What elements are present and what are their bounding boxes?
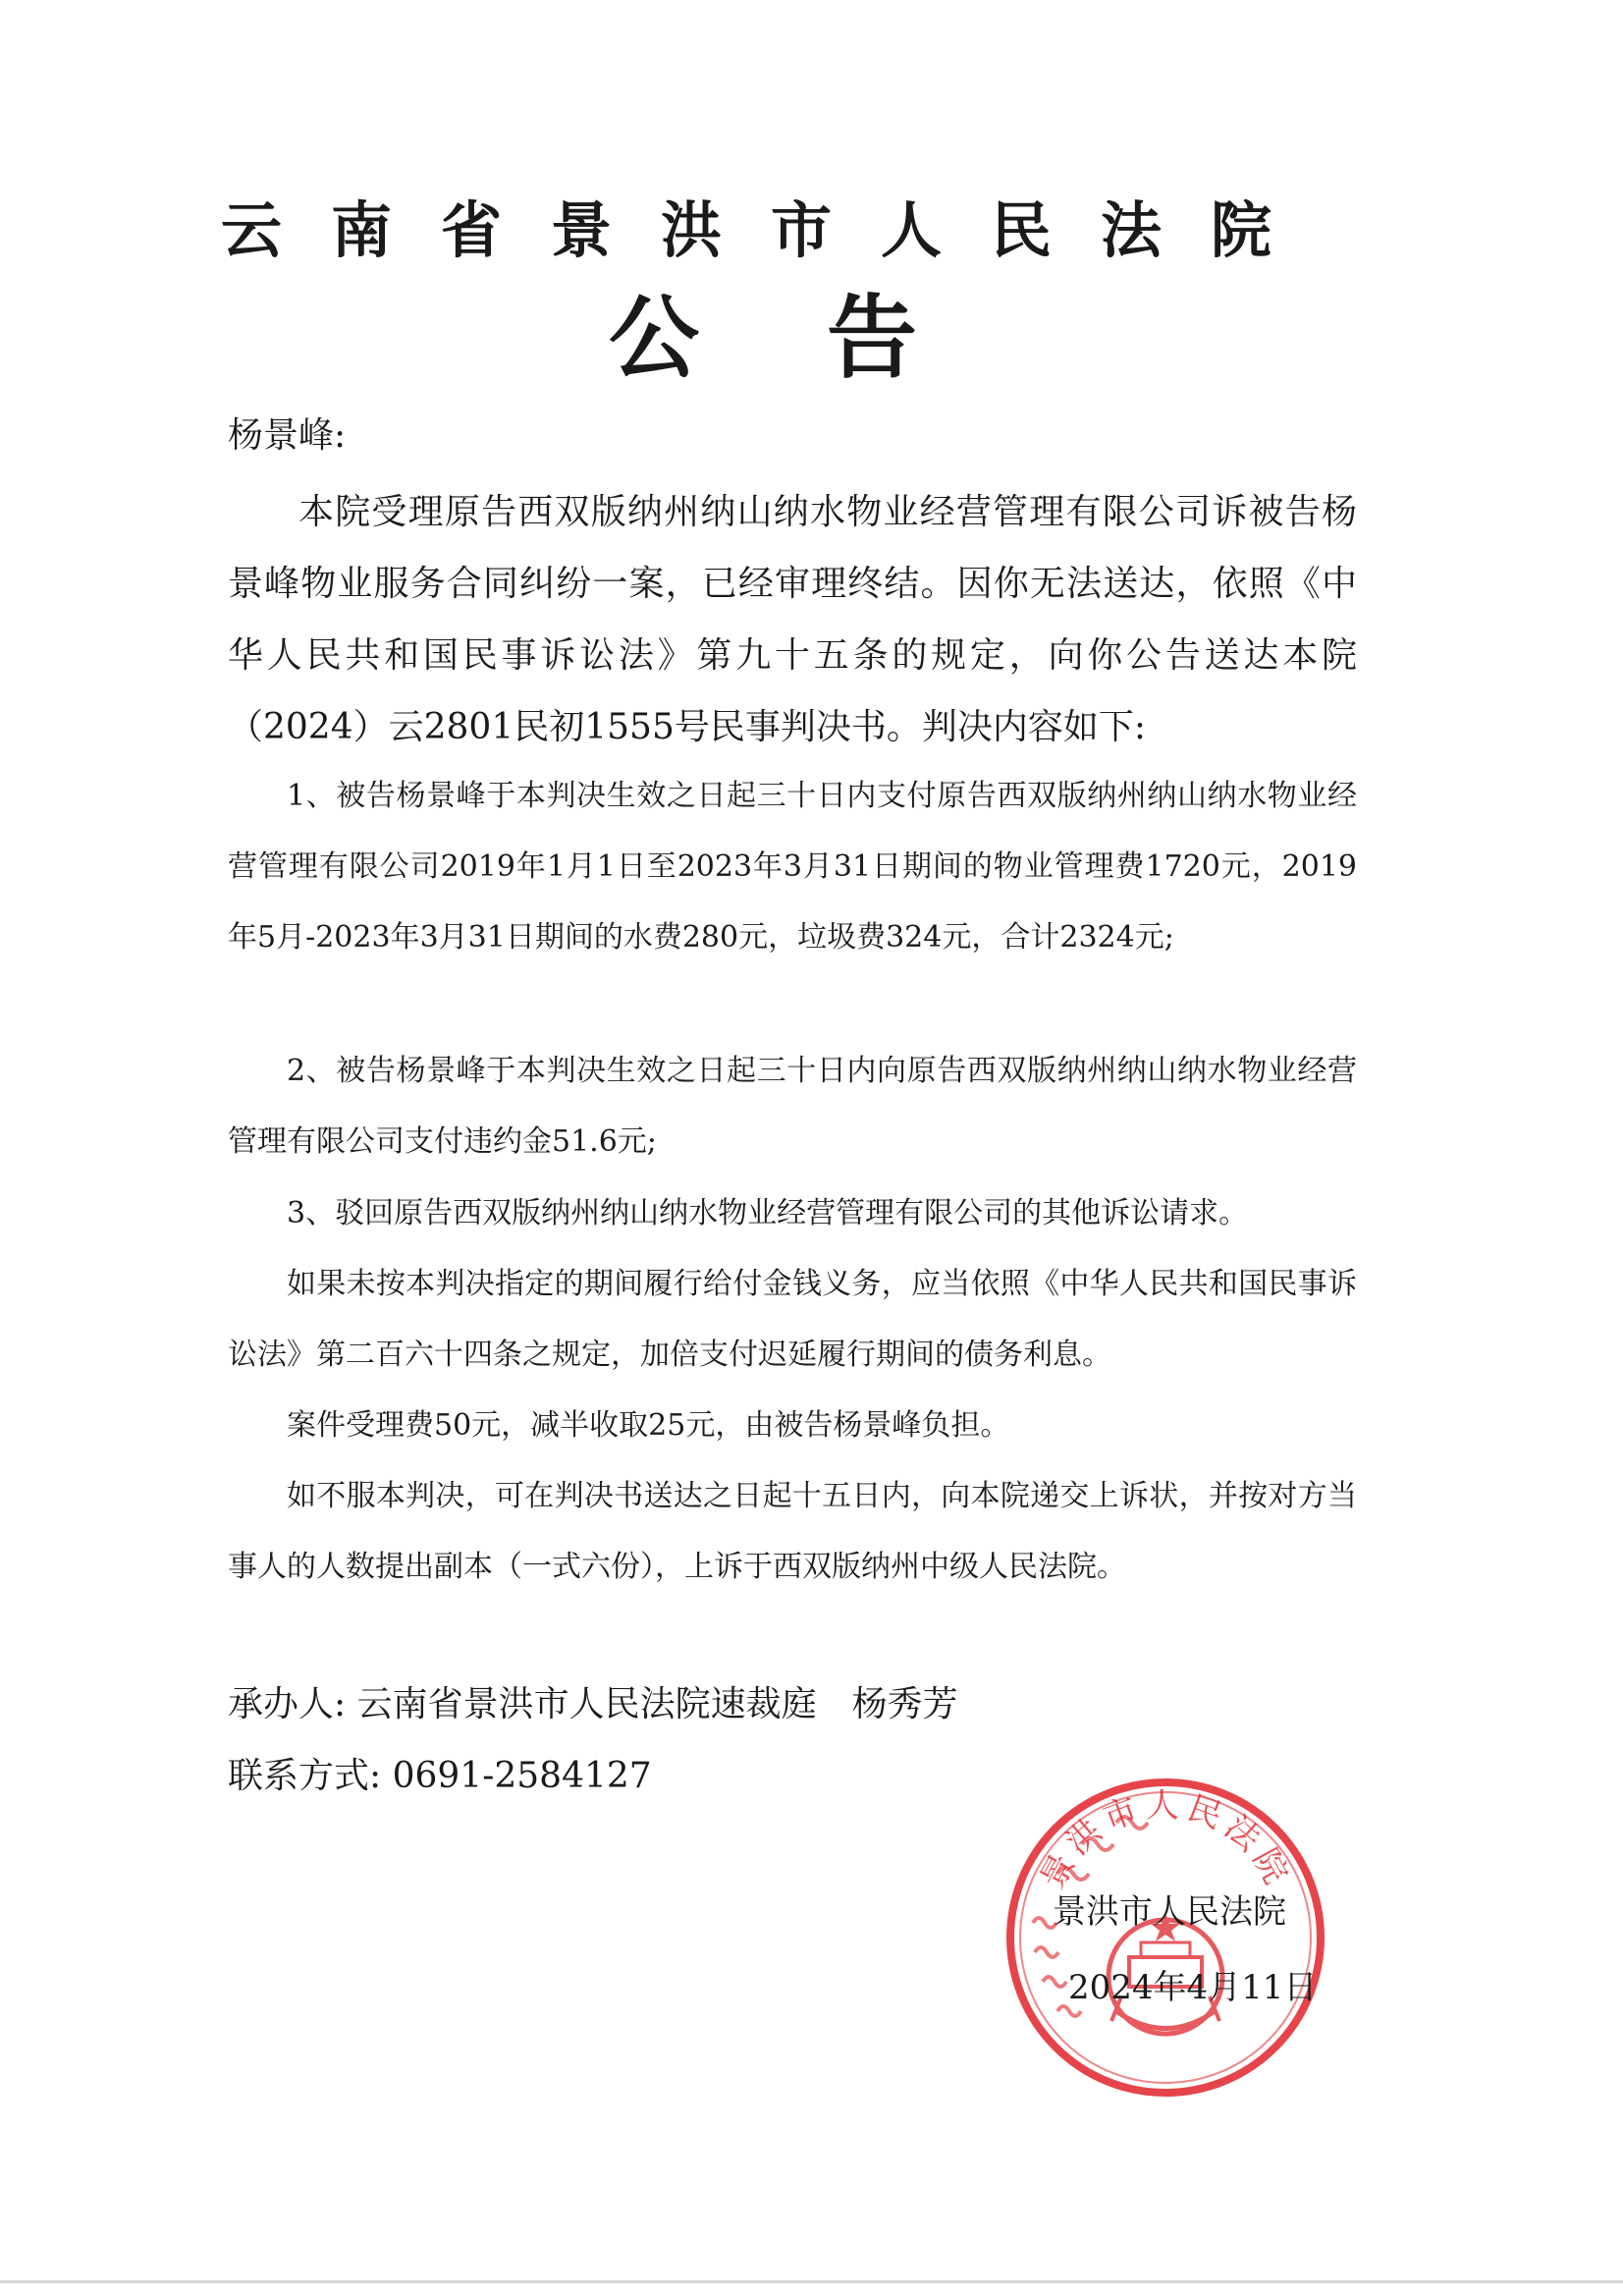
court-seal-icon bbox=[1003, 1776, 1327, 2100]
handler-line: 承办人: 云南省景洪市人民法院速裁庭 杨秀芳 bbox=[228, 1684, 958, 1724]
intro-paragraph: 本院受理原告西双版纳州纳山纳水物业经营管理有限公司诉被告杨景峰物业服务合同纠纷一案，已经审理终结。因你无法送达，依照《中华人民共和国民事诉讼法》第九十五条的规定，向你公告送达本院（2024）云2801民初1555号民事判决书。判决内容如下: bbox=[228, 492, 1357, 747]
signature-date: 2024年4月11日 bbox=[1068, 1968, 1318, 2007]
scan-edge-divider bbox=[0, 2280, 1623, 2283]
court-name-heading: 云南省景洪市人民法院 bbox=[221, 194, 1322, 266]
judgment-item-1: 1、被告杨景峰于本判决生效之日起三十日内支付原告西双版纳州纳山纳水物业经营管理有限公司2019年1月1日至2023年3月31日期间的物业管理费1720元，2019年5月-2023年3月31日期间的水费280元，垃圾费324元，合计2324元; bbox=[228, 779, 1357, 955]
judgment-item-2: 2、被告杨景峰于本判决生效之日起三十日内向原告西双版纳州纳山纳水物业经营管理有限公司支付违约金51.6元; bbox=[228, 1054, 1357, 1159]
enforcement-paragraph: 如果未按本判决指定的期间履行给付金钱义务，应当依照《中华人民共和国民事诉讼法》第二百六十四条之规定，加倍支付迟延履行期间的债务利息。 bbox=[228, 1267, 1357, 1372]
signature-court: 景洪市人民法院 bbox=[1053, 1892, 1286, 1932]
document-title: 公告 bbox=[609, 286, 1046, 391]
addressee: 杨景峰: bbox=[228, 415, 347, 456]
judgment-item-3: 3、驳回原告西双版纳州纳山纳水物业经营管理有限公司的其他诉讼请求。 bbox=[287, 1196, 1249, 1230]
appeal-paragraph: 如不服本判决，可在判决书送达之日起十五日内，向本院递交上诉状，并按对方当事人的人数提出副本（一式六份），上诉于西双版纳州中级人民法院。 bbox=[228, 1479, 1357, 1584]
contact-line: 联系方式: 0691-2584127 bbox=[228, 1756, 652, 1796]
fee-paragraph: 案件受理费50元，减半收取25元，由被告杨景峰负担。 bbox=[287, 1408, 1010, 1443]
seal-arc-text: 景洪市人民法院 bbox=[1032, 1785, 1299, 1896]
